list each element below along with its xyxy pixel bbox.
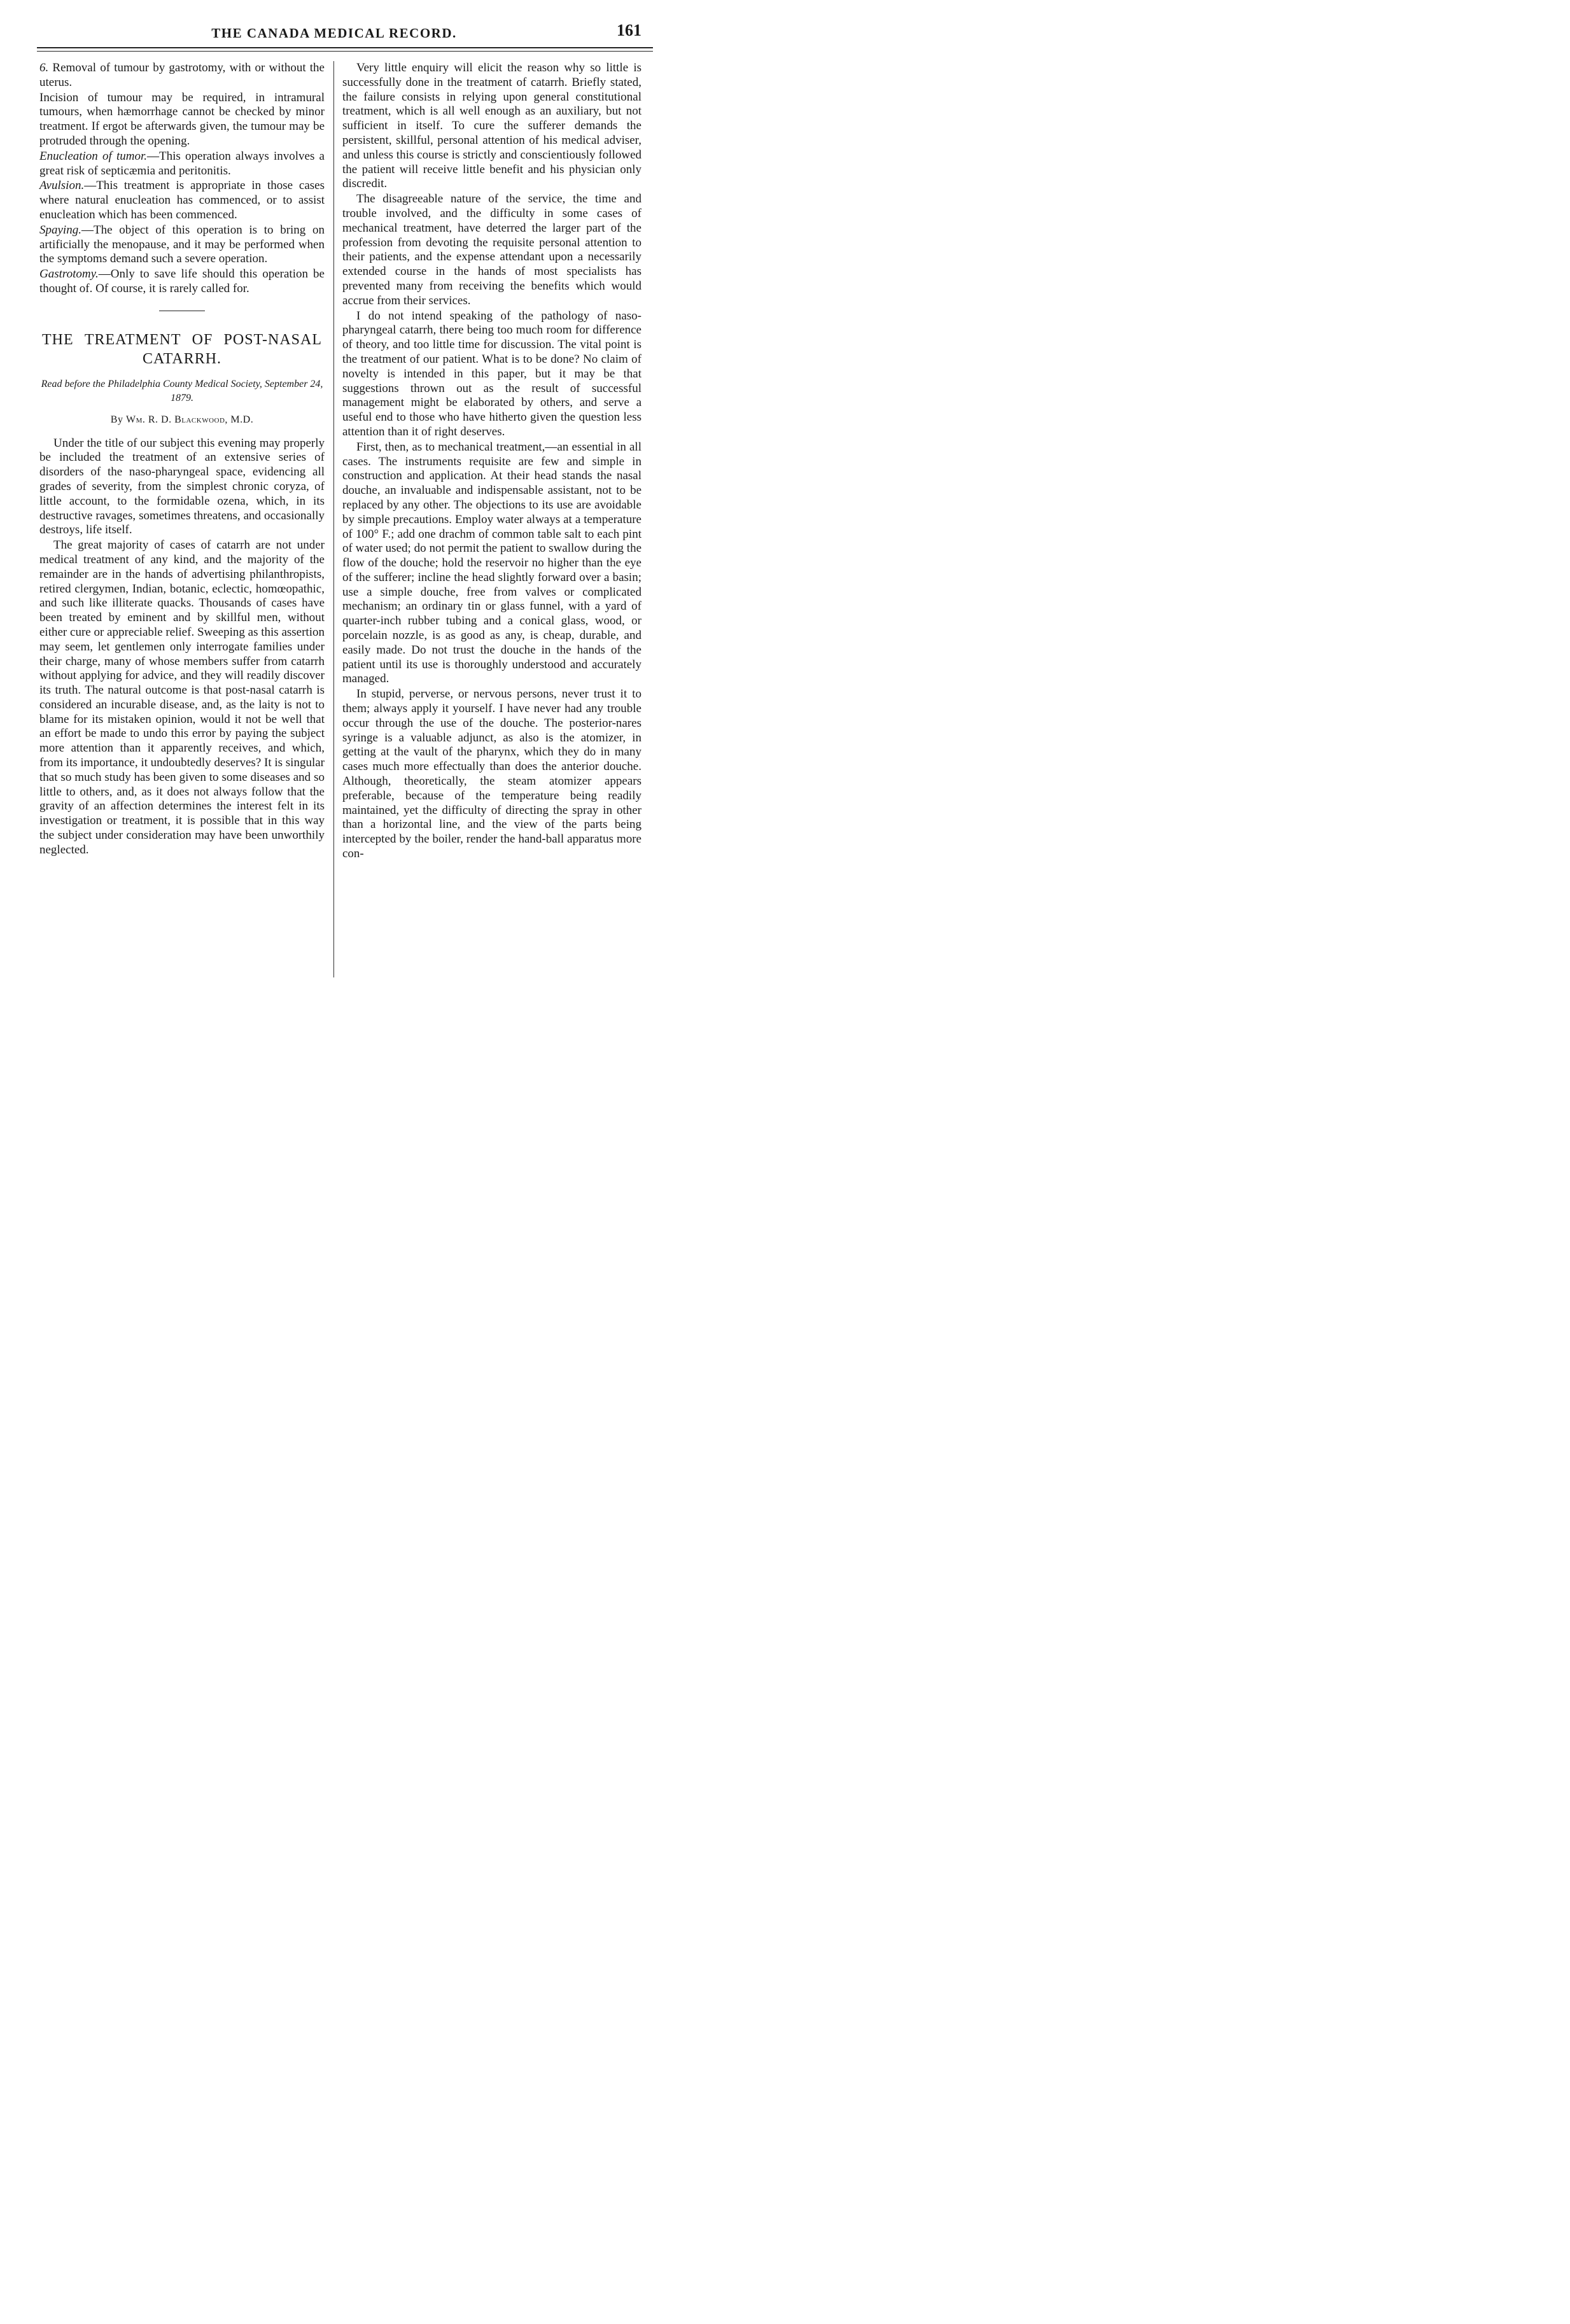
paragraph: Gastrotomy.—Only to save life should this operation be thought of. Of course, it is rarely called for.: [39, 267, 325, 295]
paragraph: Under the title of our subject this evening may properly be included the treatment of an extensive series of disorders of the naso-pharyngeal space, evidencing all grades of severity, from the simplest chronic coryza, of little account, to the formidable ozena, which, in its destructive ravages, sometimes threatens, and occasionally destroys, life itself.: [39, 436, 325, 537]
author-byline: By Wm. R. D. Blackwood, M.D.: [110, 414, 254, 425]
paragraph: Avulsion.—This treatment is appropriate in those cases where natural enucleation has commenced, or to assist enucleation which has been commenced.: [39, 179, 325, 221]
left-column: [39, 61, 325, 858]
paragraph: The disagreeable nature of the service, the time and trouble involved, and the difficulty in some cases of mechanical treatment, have deterred the larger part of the profession from devoting the requisite personal attention to their patients, and the expense attendant upon a necessarily extended course in the hands of most specialists has prevented many from receiving the benefits which would accrue from their services.: [342, 192, 641, 307]
read-before-note: Read before the Philadelphia County Medical Society, September 24, 1879.: [41, 378, 323, 403]
term: Spaying.: [39, 223, 81, 237]
paragraph: I do not intend speaking of the pathology of naso-pharyngeal catarrh, there being too much room for difference of theory, and too little time for discussion. The vital point is the treatment of our patient. What is to be done? No claim of novelty is intended in this paper, but it may be that suggestions thrown out as the result of successful management might be elaborated by others, and serve a useful end to those who have hitherto given the question less attention than it of right deserves.: [342, 309, 641, 438]
paragraph: First, then, as to mechanical treatment,—an essential in all cases. The instruments requisite are few and simple in construction and application. At their head stands the nasal douche, an invaluable and indispensable assistant, not to be replaced by any other. The objections to its use are avoidable by simple precautions. Employ water always at a temperature of 100° F.; add one drachm of common table salt to each pint of water used; do not permit the patient to swallow during the flow of the douche; hold the reservoir no higher than the eye of the sufferer; incline the head slightly forward over a basin; use a simple douche, free from valves or complicated mechanism; an ordinary tin or glass funnel, with a yard of quarter-inch rubber tubing and a conical glass, wood, or porcelain nozzle, is as good as any, is cheap, durable, and easily made. Do not trust the douche in the hands of the patient until its use is thoroughly understood and accurately managed.: [342, 440, 641, 686]
journal-title: THE CANADA MEDICAL RECORD.: [211, 25, 457, 41]
paragraph: Enucleation of tumor.—This operation always involves a great risk of septicæmia and peritonitis.: [39, 149, 325, 178]
paragraph: 6. Removal of tumour by gastrotomy, with or without the uterus.: [39, 61, 325, 89]
term: Enucleation of tumor.: [39, 149, 148, 163]
header-rule-thick: [37, 47, 653, 48]
paragraph: Incision of tumour may be required, in intramural tumours, when hæmorrhage cannot be checked by minor treatment. If ergot be afterwards given, the tumour may be protruded through the opening.: [39, 90, 325, 148]
column-divider: [333, 61, 334, 977]
paragraph: Very little enquiry will elicit the reason why so little is successfully done in the treatment of catarrh. Briefly stated, the failure consists in relying upon general constitutional treatment, which is all well enough as an auxiliary, but not sufficient in itself. To cure the sufferer demands the persistent, skillful, personal attention of his medical adviser, and unless this course is strictly and conscientiously followed the patient will receive little benefit and his physician only discredit.: [342, 61, 641, 191]
article-title: THE TREATMENT OF POST-NASAL CATARRH.: [42, 331, 322, 367]
paragraph: Spaying.—The object of this operation is to bring on artificially the menopause, and it may be performed when the symptoms demand such a severe operation.: [39, 223, 325, 266]
term: Gastrotomy.: [39, 267, 99, 281]
list-number: 6.: [39, 61, 49, 74]
header-rule-thin: [37, 51, 653, 52]
page-header: [0, 0, 668, 51]
paragraph: In stupid, perverse, or nervous persons, never trust it to them; always apply it yourself. I have never had any trouble occur through the use of the douche. The posterior-nares syringe is a valuable adjunct, as also is the atomizer, in getting at the vault of the pharynx, which they do in many cases much more effectually than does the anterior douche. Although, theoretically, the steam atomizer appears preferable, because of the temperature being readily maintained, yet the difficulty of directing the spray in other than a horizontal line, and the view of the parts being intercepted by the boiler, render the hand-ball apparatus more con-: [342, 687, 641, 861]
paragraph: The great majority of cases of catarrh are not under medical treatment of any kind, and the majority of the remainder are in the hands of advertising philanthropists, retired clergymen, Indian, botanic, eclectic, homœopathic, and such like illiterate quacks. Thousands of cases have been treated by eminent and by skillful men, without either cure or appreciable relief. Sweeping as this assertion may seem, let gentlemen only interrogate families under their charge, many of whose members suffer from catarrh without applying for advice, and they will readily discover its truth. The natural outcome is that post-nasal catarrh is considered an incurable disease, and, as the laity is not to blame for its mistaken opinion, would it not be well that an effort be made to undo this error by paying the subject more attention than it apparently receives, and which, from its importance, it undoubtedly deserves? It is singular that so much study has been given to some diseases and so little to others, and, as it does not always follow that the gravity of an affection determines the interest felt in its investigation or treatment, it is possible that in this way the subject under consideration may have been unworthily neglected.: [39, 538, 325, 857]
term: Avulsion.: [39, 179, 85, 193]
page-number: 161: [617, 21, 641, 39]
right-column: [342, 61, 641, 862]
